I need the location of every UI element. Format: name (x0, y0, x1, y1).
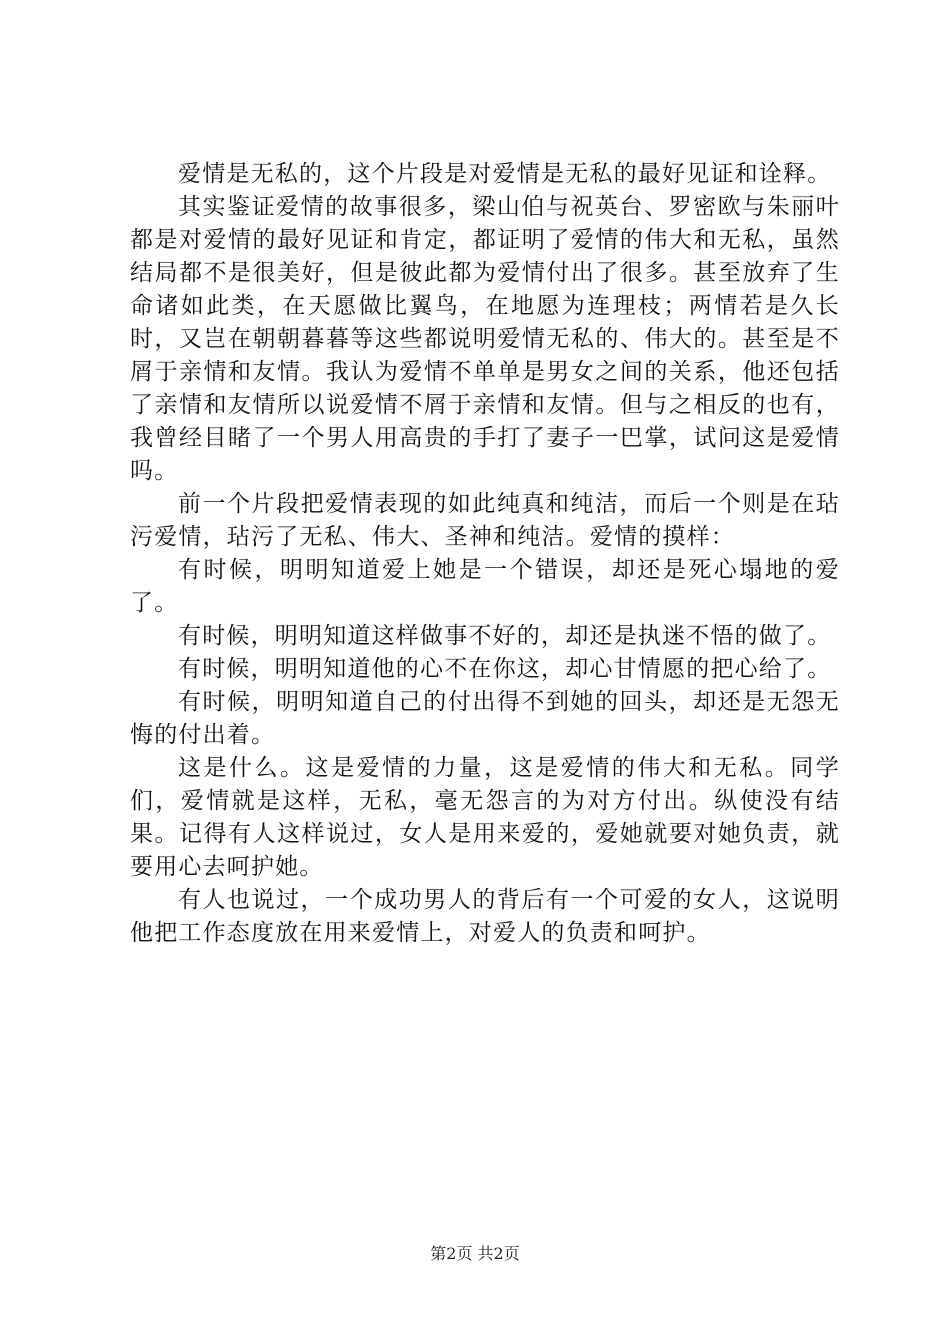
paragraph-8: 这是什么。这是爱情的力量，这是爱情的伟大和无私。同学们，爱情就是这样，无私，毫无怨言的为对方付出。纵使没有结果。记得有人这样说过，女人是用来爱的，爱她就要对她负责，就要用心去呵护她。 (130, 755, 840, 880)
body-text (130, 158, 840, 950)
paragraph-5: 有时候，明明知道这样做事不好的，却还是执迷不悟的做了。 (178, 623, 832, 649)
paragraph-2: 其实鉴证爱情的故事很多，梁山伯与祝英台、罗密欧与朱丽叶都是对爱情的最好见证和肯定，都证明了爱情的伟大和无私，虽然结局都不是很美好，但是彼此都为爱情付出了很多。甚至放弃了生命诸如此类，在天愿做比翼鸟，在地愿为连理枝；两情若是久长时，又岂在朝朝暮暮等这些都说明爱情无私的、伟大的。甚至是不屑于亲情和友情。我认为爱情不单单是男女之间的关系，他还包括了亲情和友情所以说爱情不屑于亲情和友情。但与之相反的也有，我曾经目睹了一个男人用高贵的手打了妻子一巴掌，试问这是爱情吗。 (130, 194, 840, 484)
page-footer: 第2页 共2页 (430, 1244, 520, 1263)
paragraph-4: 有时候，明明知道爱上她是一个错误，却还是死心塌地的爱了。 (130, 557, 840, 616)
paragraph-3: 前一个片段把爱情表现的如此纯真和纯洁，而后一个则是在玷污爱情，玷污了无私、伟大、圣神和纯洁。爱情的摸样： (130, 491, 840, 550)
paragraph-6: 有时候，明明知道他的心不在你这，却心甘情愿的把心给了。 (178, 656, 832, 682)
paragraph-7: 有时候，明明知道自己的付出得不到她的回头，却还是无怨无悔的付出着。 (130, 689, 840, 748)
paragraph-1: 爱情是无私的，这个片段是对爱情是无私的最好见证和诠释。 (178, 161, 832, 187)
paragraph-9: 有人也说过，一个成功男人的背后有一个可爱的女人，这说明他把工作态度放在用来爱情上，对爱人的负责和呵护。 (130, 887, 840, 946)
